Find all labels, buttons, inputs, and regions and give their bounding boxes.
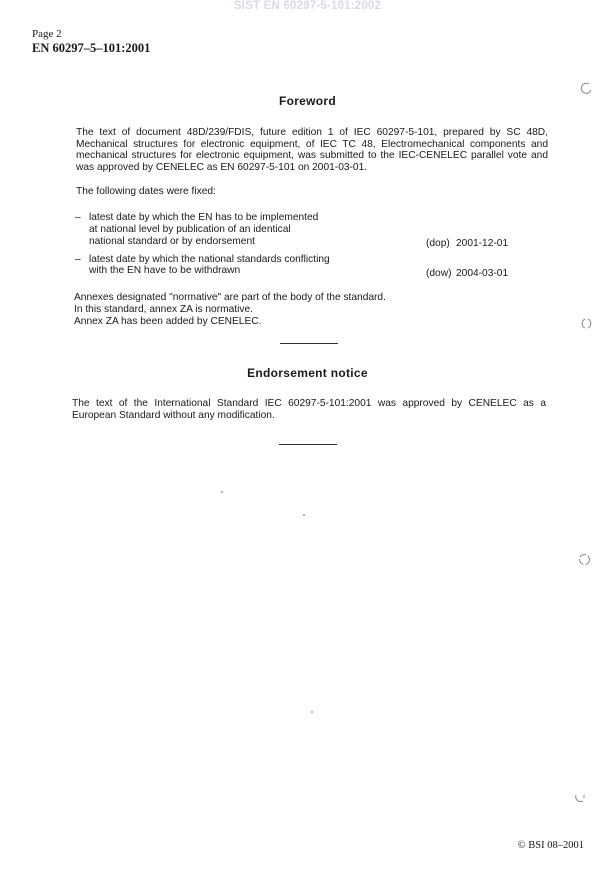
date-value: 2001-12-01	[456, 238, 509, 249]
foreword-heading: Foreword	[278, 94, 337, 108]
date-code: (dow)	[426, 268, 452, 279]
date-item-line: at national level by publication of an identical	[89, 224, 291, 235]
section-divider	[279, 444, 337, 445]
scan-speck	[311, 711, 313, 713]
document-id: EN 60297–5–101:2001	[32, 41, 151, 55]
scan-speck	[221, 491, 223, 493]
list-dash: –	[75, 212, 81, 223]
date-item-line: latest date by which the national standards conflicting	[89, 254, 330, 265]
punch-hole-icon	[578, 553, 591, 566]
endorsement-heading: Endorsement notice	[247, 366, 368, 380]
foreword-intro-paragraph	[76, 127, 548, 173]
dates-intro-text: The following dates were fixed:	[76, 186, 216, 197]
punch-hole-icon	[580, 317, 593, 330]
punch-hole-icon	[573, 790, 586, 803]
section-divider	[280, 343, 338, 344]
date-item-line: national standard or by endorsement	[89, 236, 255, 247]
endorsement-text: The text of the International Standard IEC 60297-5-101:2001 was approved by CENELEC as a European Standard without any modification.	[72, 398, 546, 421]
date-item-line: with the EN have to be withdrawn	[89, 265, 241, 276]
watermark: SIST EN 60297-5-101:2002	[233, 0, 382, 12]
list-dash: –	[75, 254, 81, 265]
copyright-footer: © BSI 08–2001	[517, 840, 584, 851]
endorsement-paragraph	[72, 398, 546, 421]
date-value: 2004-03-01	[456, 268, 509, 279]
date-item-line: latest date by which the EN has to be implemented	[89, 212, 319, 223]
date-code: (dop)	[426, 238, 450, 249]
scan-speck	[303, 514, 305, 516]
annex-line: In this standard, annex ZA is normative.	[74, 304, 253, 315]
annex-line: Annexes designated "normative" are part of the body of the standard.	[74, 292, 386, 303]
foreword-intro-text: The text of document 48D/239/FDIS, future edition 1 of IEC 60297-5-101, prepared by SC 48D, Mechanical structures for electronic equipment, of IEC TC 48, Electromechanical components and mechanical structures for electronic equipment, was submitted to the IEC-CENELEC parallel vote and was approved by CENELEC as EN 60297-5-101 on 2001-03-01.	[76, 127, 548, 173]
annex-line: Annex ZA has been added by CENELEC.	[74, 316, 262, 327]
page-number: Page 2	[32, 28, 62, 40]
